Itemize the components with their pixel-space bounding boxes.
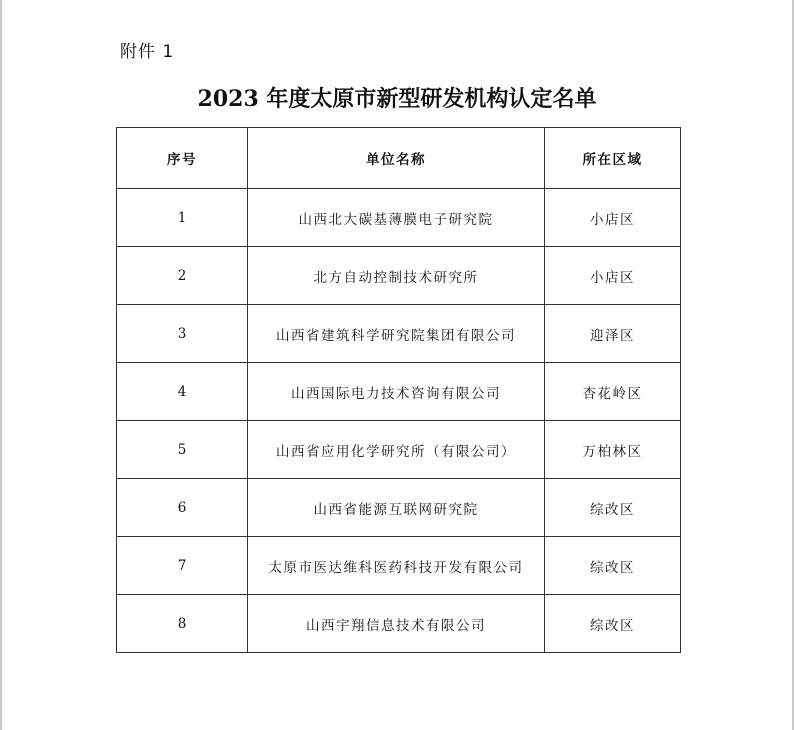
row-district: 万柏林区: [545, 421, 681, 479]
row-number: 2: [117, 247, 248, 305]
header-serial-number: 序号: [117, 128, 248, 189]
row-unit-name: 山西宇翔信息技术有限公司: [248, 595, 545, 653]
table-row: [117, 595, 681, 653]
row-unit-name: 山西省建筑科学研究院集团有限公司: [248, 305, 545, 363]
table-row: [117, 421, 681, 479]
attachment-label: 附件 1: [120, 42, 175, 62]
row-number: 1: [117, 189, 248, 247]
row-unit-name: 山西省应用化学研究所（有限公司）: [248, 421, 545, 479]
table-row: [117, 479, 681, 537]
row-district: 小店区: [545, 189, 681, 247]
institution-table: [116, 127, 681, 653]
row-number: 7: [117, 537, 248, 595]
row-number: 6: [117, 479, 248, 537]
row-district: 迎泽区: [545, 305, 681, 363]
row-district: 综改区: [545, 537, 681, 595]
table-row: [117, 537, 681, 595]
row-unit-name: 山西国际电力技术咨询有限公司: [248, 363, 545, 421]
document-title: 2023 年度太原市新型研发机构认定名单: [197, 86, 597, 112]
row-number: 5: [117, 421, 248, 479]
row-unit-name: 山西省能源互联网研究院: [248, 479, 545, 537]
row-number: 3: [117, 305, 248, 363]
row-district: 综改区: [545, 595, 681, 653]
row-number: 8: [117, 595, 248, 653]
table-row: [117, 189, 681, 247]
table-row: [117, 363, 681, 421]
row-district: 综改区: [545, 479, 681, 537]
row-district: 小店区: [545, 247, 681, 305]
row-unit-name: 北方自动控制技术研究所: [248, 247, 545, 305]
row-district: 杏花岭区: [545, 363, 681, 421]
row-unit-name: 太原市医达维科医药科技开发有限公司: [248, 537, 545, 595]
table-row: [117, 305, 681, 363]
header-unit-name: 单位名称: [248, 128, 545, 189]
table-header-row: [117, 128, 681, 189]
row-unit-name: 山西北大碳基薄膜电子研究院: [248, 189, 545, 247]
row-number: 4: [117, 363, 248, 421]
table-row: [117, 247, 681, 305]
header-district: 所在区域: [545, 128, 681, 189]
